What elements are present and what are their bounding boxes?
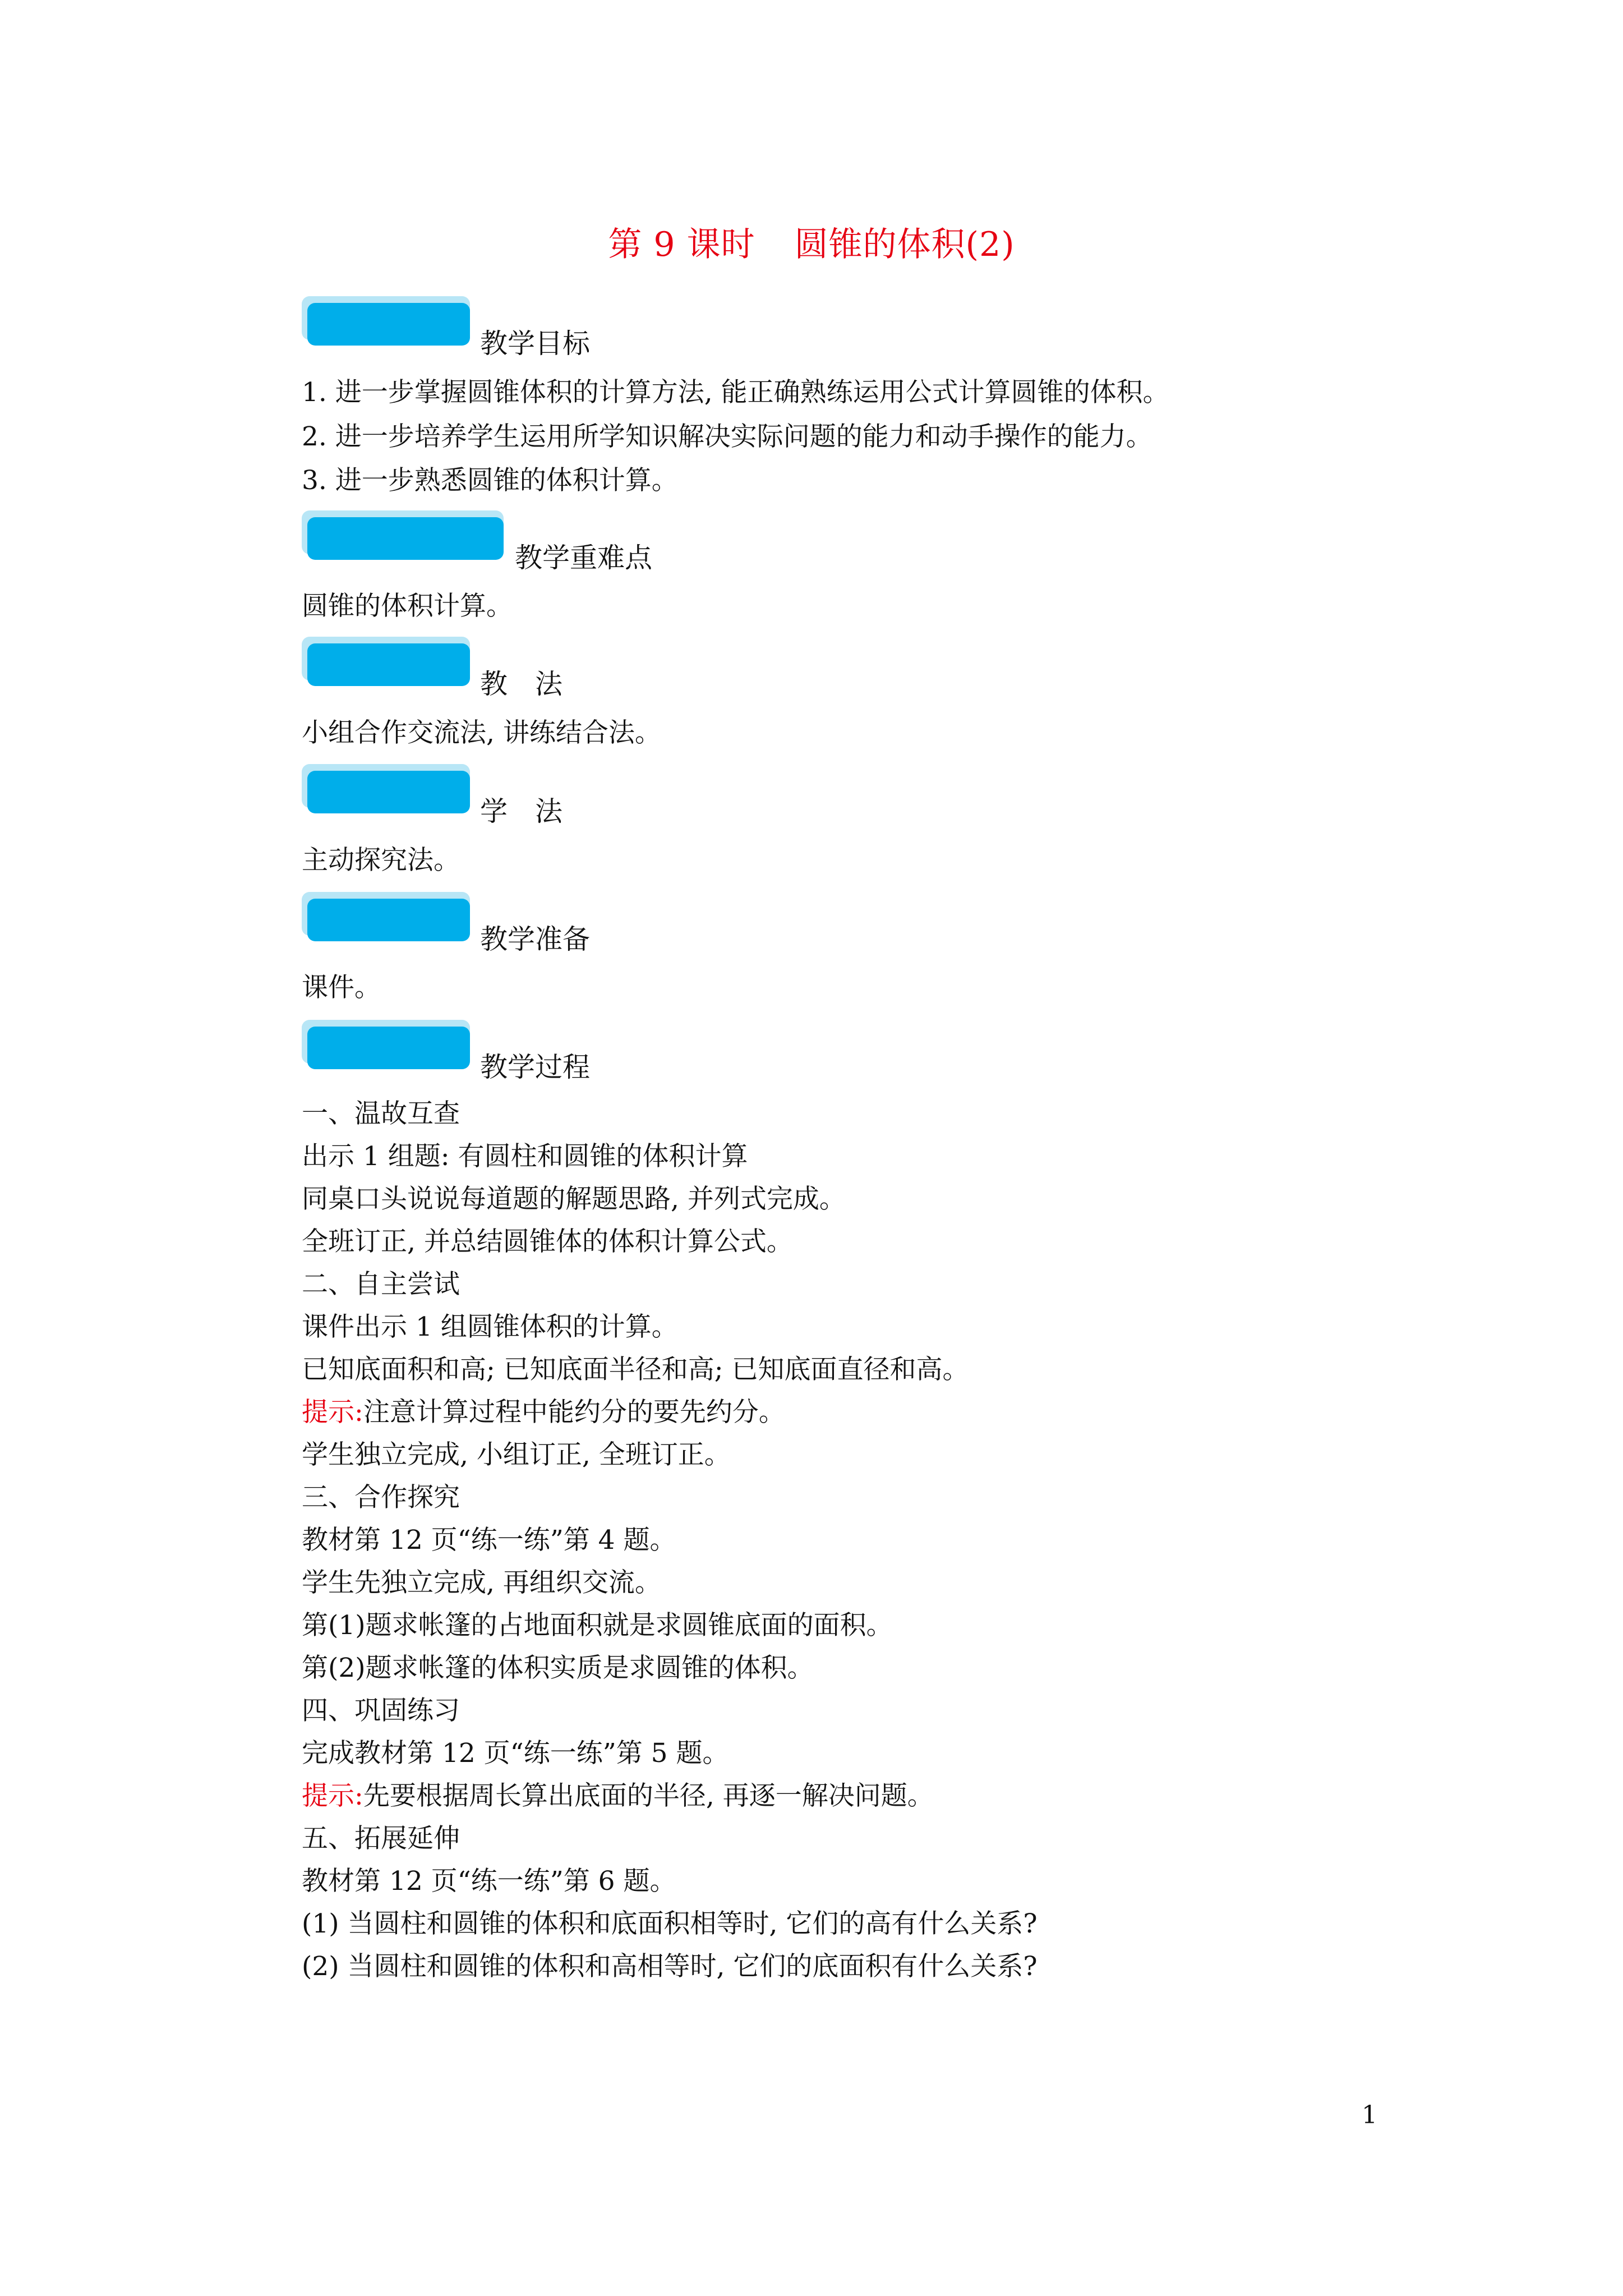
objective-item: 2. 进一步培养学生运用所学知识解决实际问题的能力和动手操作的能力。	[302, 421, 1152, 452]
hint-label: 提示:	[302, 1397, 363, 1428]
hint-line	[302, 1397, 785, 1428]
section-badge	[302, 296, 470, 346]
process-line: 出示 1 组题: 有圆柱和圆锥的体积计算	[302, 1141, 748, 1172]
hint-text: 注意计算过程中能约分的要先约分。	[363, 1397, 785, 1428]
key-points-text: 圆锥的体积计算。	[302, 591, 513, 622]
process-line: 完成教材第 12 页“练一练”第 5 题。	[302, 1738, 729, 1769]
hint-label: 提示:	[302, 1780, 363, 1811]
page-title	[0, 218, 1623, 266]
process-line: 教材第 12 页“练一练”第 4 题。	[302, 1525, 676, 1556]
hint-text: 先要根据周长算出底面的半径, 再逐一解决问题。	[363, 1780, 934, 1811]
process-line: 第(2)题求帐篷的体积实质是求圆锥的体积。	[302, 1653, 814, 1683]
hint-line	[302, 1780, 934, 1811]
process-heading: 三、合作探究	[302, 1482, 460, 1513]
process-heading: 四、巩固练习	[302, 1695, 460, 1726]
process-line: 学生先独立完成, 再组织交流。	[302, 1567, 661, 1598]
process-line: 课件出示 1 组圆锥体积的计算。	[302, 1312, 678, 1342]
section-label: 教学目标	[480, 328, 591, 360]
lesson-topic: 圆锥的体积(2)	[794, 225, 1015, 264]
objective-item: 3. 进一步熟悉圆锥的体积计算。	[302, 465, 678, 496]
process-line: 教材第 12 页“练一练”第 6 题。	[302, 1866, 676, 1897]
process-line: 同桌口头说说每道题的解题思路, 并列式完成。	[302, 1184, 846, 1214]
page-number: 1	[1362, 2101, 1377, 2129]
section-label: 教学准备	[480, 923, 591, 955]
learning-method-text: 主动探究法。	[302, 845, 460, 876]
process-line: 学生独立完成, 小组订正, 全班订正。	[302, 1439, 731, 1470]
process-line: 已知底面积和高; 已知底面半径和高; 已知底面直径和高。	[302, 1354, 969, 1385]
objective-item: 1. 进一步掌握圆锥体积的计算方法, 能正确熟练运用公式计算圆锥的体积。	[302, 377, 1169, 408]
process-line: 全班订正, 并总结圆锥体的体积计算公式。	[302, 1226, 793, 1257]
section-badge	[302, 1020, 470, 1069]
section-badge	[302, 510, 504, 560]
preparation-text: 课件。	[302, 972, 381, 1003]
section-label: 教学过程	[480, 1051, 591, 1083]
process-line: 第(1)题求帐篷的占地面积就是求圆锥底面的面积。	[302, 1610, 893, 1641]
process-heading: 二、自主尝试	[302, 1269, 460, 1300]
teaching-method-text: 小组合作交流法, 讲练结合法。	[302, 717, 661, 748]
section-badge	[302, 764, 470, 813]
section-badge	[302, 637, 470, 686]
process-line: (1) 当圆柱和圆锥的体积和底面积相等时, 它们的高有什么关系?	[302, 1908, 1038, 1939]
process-line: (2) 当圆柱和圆锥的体积和高相等时, 它们的底面积有什么关系?	[302, 1951, 1038, 1982]
process-heading: 五、拓展延伸	[302, 1823, 460, 1854]
section-label: 教学重难点	[515, 542, 653, 574]
section-label: 教 法	[480, 668, 563, 700]
section-label: 学 法	[480, 795, 563, 827]
lesson-number: 第 9 课时	[608, 225, 755, 264]
section-badge	[302, 892, 470, 941]
process-heading: 一、温故互查	[302, 1098, 460, 1129]
